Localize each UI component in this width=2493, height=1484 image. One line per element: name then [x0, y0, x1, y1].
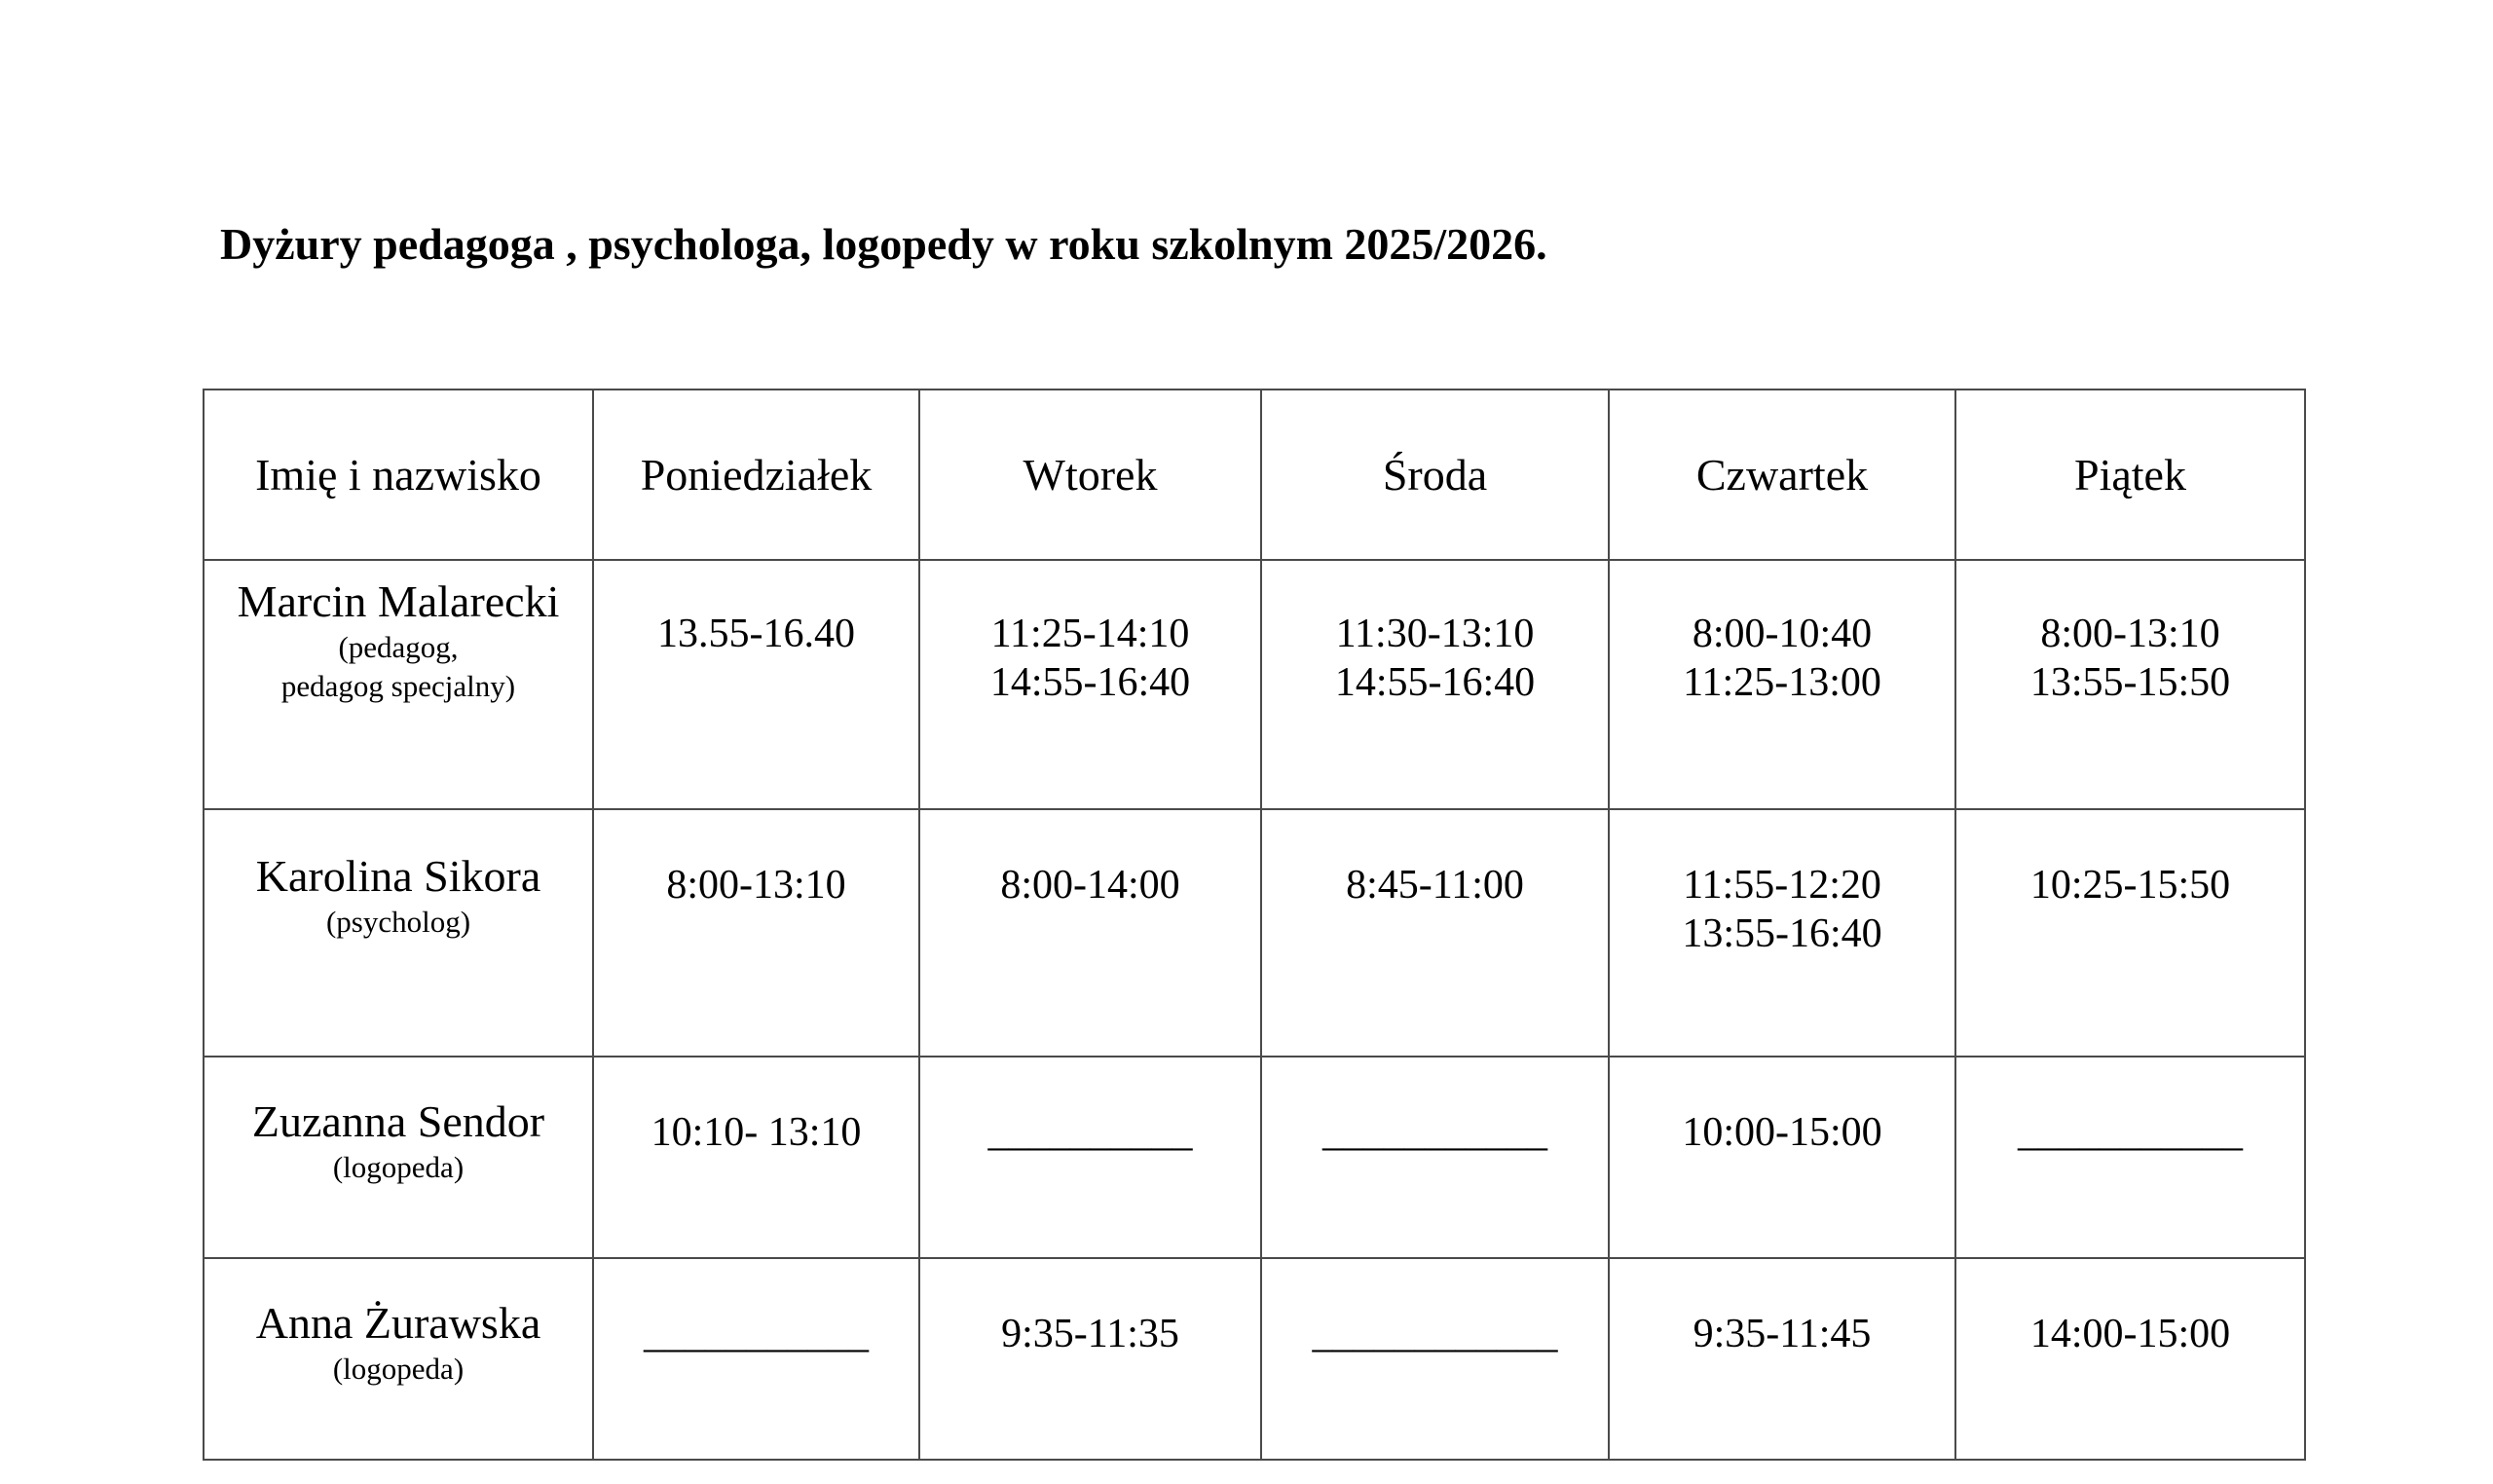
time-slot: 9:35-11:45 [1693, 1312, 1872, 1356]
person-name: Karolina Sikora [255, 851, 541, 901]
time-slot: 14:00-15:00 [2029, 1312, 2231, 1356]
tuesday-cell [919, 1057, 1261, 1258]
person-role: (logopeda) [332, 1351, 465, 1386]
tuesday-cell [919, 1258, 1261, 1460]
wednesday-cell [1261, 1258, 1609, 1460]
time-slot: 13:55-15:50 [2029, 660, 2231, 705]
header-wednesday: Środa [1261, 390, 1609, 560]
table-row [204, 1258, 2305, 1460]
person-role: (psycholog) [325, 904, 471, 939]
person-name: Anna Żurawska [255, 1298, 541, 1348]
document-title: Dyżury pedagoga , psychologa, logopedy w roku szkolnym 2025/2026. [220, 219, 1547, 269]
table-row [204, 1057, 2305, 1258]
tuesday-cell [919, 560, 1261, 809]
tuesday-cell [919, 809, 1261, 1057]
wednesday-cell [1261, 809, 1609, 1057]
thursday-cell [1609, 560, 1955, 809]
monday-cell [593, 809, 919, 1057]
header-tuesday: Wtorek [919, 390, 1261, 560]
monday-cell [593, 1057, 919, 1258]
person-role: (logopeda) [332, 1149, 465, 1184]
person-name: Marcin Malarecki [237, 576, 560, 626]
time-slot: 13.55-16.40 [657, 612, 855, 656]
time-slot: 13:55-16:40 [1682, 911, 1882, 956]
person-cell [204, 1057, 593, 1258]
person-role: (pedagog, [338, 629, 459, 664]
time-slot: 11:25-14:10 [990, 612, 1190, 656]
table-row [204, 560, 2305, 809]
person-cell [204, 809, 593, 1057]
empty-slot-line: __________ [987, 1110, 1193, 1155]
time-slot: 8:00-13:10 [2040, 612, 2220, 656]
time-slot: 8:00-13:10 [666, 863, 846, 908]
wednesday-cell [1261, 560, 1609, 809]
header-friday: Piątek [1955, 390, 2305, 560]
empty-slot-line: ___________ [2018, 1110, 2243, 1155]
monday-cell [593, 1258, 919, 1460]
thursday-cell [1609, 1258, 1955, 1460]
header-thursday: Czwartek [1609, 390, 1955, 560]
time-slot: 8:45-11:00 [1346, 863, 1524, 908]
header-row [204, 390, 2305, 560]
person-cell [204, 1258, 593, 1460]
wednesday-cell [1261, 1057, 1609, 1258]
time-slot: 11:25-13:00 [1683, 660, 1881, 705]
schedule-table [203, 389, 2306, 1461]
time-slot: 10:00-15:00 [1682, 1110, 1882, 1155]
time-slot: 11:55-12:20 [1683, 863, 1881, 908]
time-slot: 10:10- 13:10 [651, 1110, 862, 1155]
friday-cell [1955, 560, 2305, 809]
time-slot: 9:35-11:35 [1001, 1312, 1179, 1356]
header-name: Imię i nazwisko [204, 390, 593, 560]
time-slot: 8:00-10:40 [1692, 612, 1873, 656]
empty-slot-line: ___________ [1322, 1110, 1547, 1155]
thursday-cell [1609, 809, 1955, 1057]
header-monday: Poniedziałek [593, 390, 919, 560]
time-slot: 14:55-16:40 [989, 660, 1191, 705]
empty-slot-line: ___________ [644, 1312, 869, 1356]
time-slot: 10:25-15:50 [2029, 863, 2231, 908]
friday-cell [1955, 1258, 2305, 1460]
person-role: pedagog specjalny) [280, 669, 516, 704]
time-slot: 11:30-13:10 [1335, 612, 1535, 656]
time-slot: 14:55-16:40 [1334, 660, 1536, 705]
time-slot: 8:00-14:00 [1000, 863, 1180, 908]
friday-cell [1955, 1057, 2305, 1258]
person-name: Zuzanna Sendor [251, 1096, 545, 1146]
table-row [204, 809, 2305, 1057]
thursday-cell [1609, 1057, 1955, 1258]
person-cell [204, 560, 593, 809]
empty-slot-line: ____________ [1312, 1312, 1558, 1356]
friday-cell [1955, 809, 2305, 1057]
monday-cell [593, 560, 919, 809]
